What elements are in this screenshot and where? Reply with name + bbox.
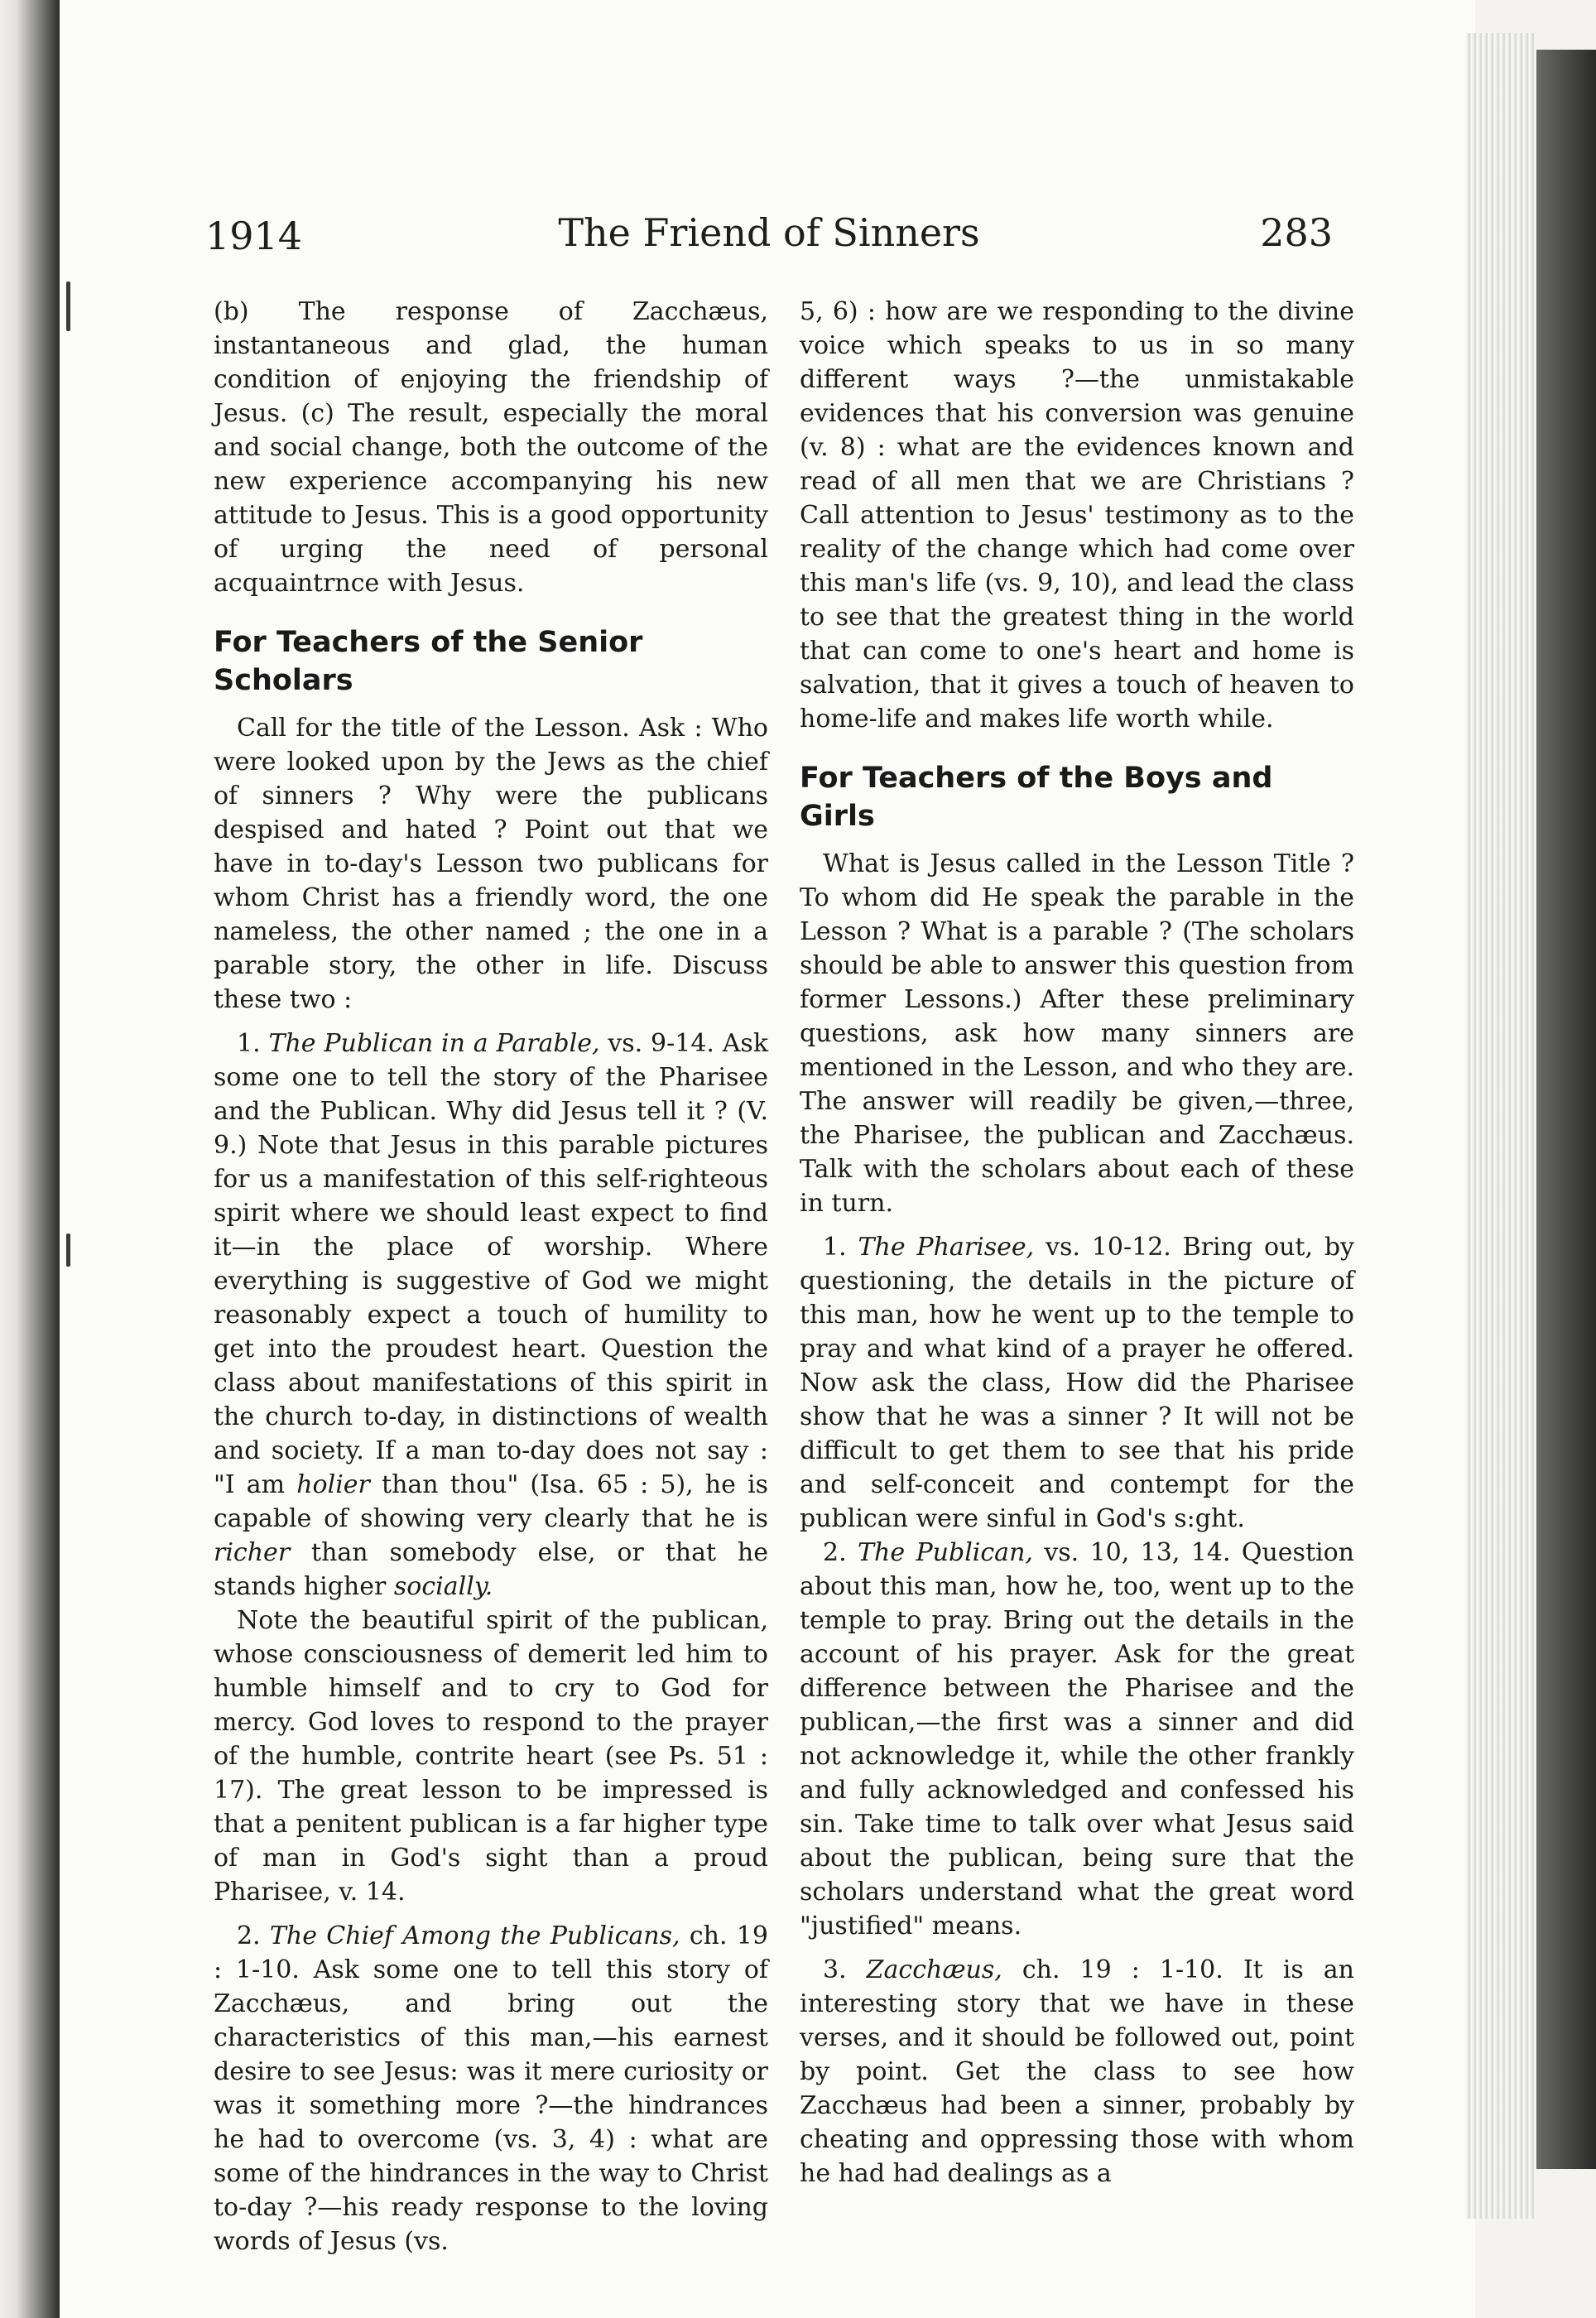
item-text: vs. 9-14. Ask some one to tell the story of the Pharisee and the Publican. Why did Jesus tell it ? (V. 9.) Note that Jesus in this parable pictures for us a manifestation of this self-righteous spirit where we should least expect to find it—in the place of worship. Where everything is suggestive of God we might reasonably expect a touch of humility to get into the proudest heart. Question the class about manifestations of this spirit in the church to-day, in distinctions of wealth and society. If a man to-day does not say : "I am [214, 1029, 768, 1499]
page-number: 283 [1260, 210, 1333, 255]
emphasis: socially. [393, 1572, 493, 1601]
header-year: 1914 [205, 214, 303, 258]
item-number: 2. [823, 1538, 847, 1567]
item-title: The Publican in a Parable, [268, 1029, 600, 1058]
item-text: ch. 19 : 1-10. It is an interesting story that we have in these verses, and it should be followed out, point by point. Get the class to see how Zacchæus had been a sinner, probably by cheating and oppressing those with whom he had had dealings as a [800, 1955, 1354, 2188]
item-title: Zacchæus, [866, 1955, 1002, 1984]
right-column [800, 295, 1354, 2191]
item-title: The Publican, [858, 1538, 1033, 1567]
section-heading-senior-scholars: For Teachers of the Senior Scholars [214, 626, 643, 697]
item-title: The Chief Among the Publicans, [269, 1921, 680, 1950]
paragraph: (b) The response of Zacchæus, instantaneous and glad, the human condition of enjoying the friendship of Jesus. (c) The result, especially the moral and social change, both the outcome of the new experience accompanying his new attitude to Jesus. This is a good opportunity of urging the need of personal acquaintrnce with Jesus. [214, 297, 768, 598]
left-column [214, 295, 768, 2258]
item-number: 2. [237, 1921, 261, 1950]
item-title: The Pharisee, [858, 1233, 1035, 1262]
item-text: vs. 10, 13, 14. Question about this man, how he, too, went up to the temple to pray. Bring out the details in the account of his prayer. Ask for the great difference between the Pharisee and the publican,—the first was a sinner and did not acknowledge it, while the other frankly and fully acknowledged and confessed his sin. Take time to talk over what Jesus said about the publican, being sure that the scholars understand what the great word "justified" means. [800, 1538, 1354, 1940]
paragraph: Note the beautiful spirit of the publican, whose consciousness of demerit led him to humble himself and to cry to God for mercy. God loves to respond to the prayer of the humble, contrite heart (see Ps. 51 : 17). The great lesson to be impressed is that a penitent publican is a far higher type of man in God's sight than a proud Pharisee, v. 14. [214, 1606, 768, 1907]
page-edges [1465, 33, 1536, 2219]
emphasis: richer [214, 1538, 291, 1567]
item-number: 1. [237, 1029, 261, 1058]
item-number: 3. [823, 1955, 847, 1984]
emphasis: holier [296, 1470, 370, 1499]
item-text: vs. 10-12. Bring out, by questioning, the details in the picture of this man, how he went up to the temple to pray and what kind of a prayer he offered. Now ask the class, How did the Pharisee show that he was a sinner ? It will not be difficult to get them to see that his pride and self-conceit and contempt for the publican were sinful in God's s:ght. [800, 1233, 1355, 1533]
paragraph [800, 1536, 1354, 1943]
paragraph: What is Jesus called in the Lesson Title ? To whom did He speak the parable in the Lesson ? What is a parable ? (The scholars should be able to answer this question from former Lessons.) After these preliminary questions, ask how many sinners are mentioned in the Lesson, and who they are. The answer will readily be given,—three, the Pharisee, the publican and Zacchæus. Talk with the scholars about each of these in turn. [800, 849, 1354, 1218]
page-title: The Friend of Sinners [558, 210, 980, 255]
book-cover-edge [1536, 50, 1596, 2169]
paragraph [800, 1953, 1354, 2191]
margin-mark [66, 1234, 70, 1267]
paragraph [214, 1027, 768, 1604]
paragraph: 5, 6) : how are we responding to the divine voice which speaks to us in so many different ways ?—the unmistakable evidences that his conversion was genuine (v. 8) : what are the evidences known and read of all men that we are Christians ? Call attention to Jesus' testimony as to the reality of the change which had come over this man's life (vs. 9, 10), and lead the class to see that the greatest thing in the world that can come to one's heart and home is salvation, that it gives a touch of heaven to home-life and makes life worth while. [800, 297, 1354, 733]
item-text: ch. 19 : 1-10. Ask some one to tell this story of Zacchæus, and bring out the characteristics of this man,—his earnest desire to see Jesus: was it mere curiosity or was it something more ?—the hindrances he had to overcome (vs. 3, 4) : what are some of the hindrances in the way to Christ to-day ?—his ready response to the loving words of Jesus (vs. [214, 1921, 768, 2256]
paragraph: Call for the title of the Lesson. Ask : Who were looked upon by the Jews as the chief of sinners ? Why were the publicans despised and hated ? Point out that we have in to-day's Lesson two publicans for whom Christ has a friendly word, the one nameless, the other named ; the one in a parable story, the other in life. Discuss these two : [214, 714, 768, 1014]
margin-mark [66, 281, 70, 331]
item-number: 1. [823, 1233, 847, 1262]
paragraph [214, 1919, 768, 2258]
running-header [205, 210, 1333, 272]
item-text: than thou" (Isa. 65 : 5), he is capable of showing very clearly that he is [214, 1470, 768, 1533]
book-binding-shadow [0, 0, 60, 2318]
paragraph [800, 1230, 1354, 1536]
section-heading-boys-and-girls: For Teachers of the Boys and Girls [800, 762, 1273, 833]
item-text: than somebody else, or that he stands higher [214, 1538, 768, 1601]
